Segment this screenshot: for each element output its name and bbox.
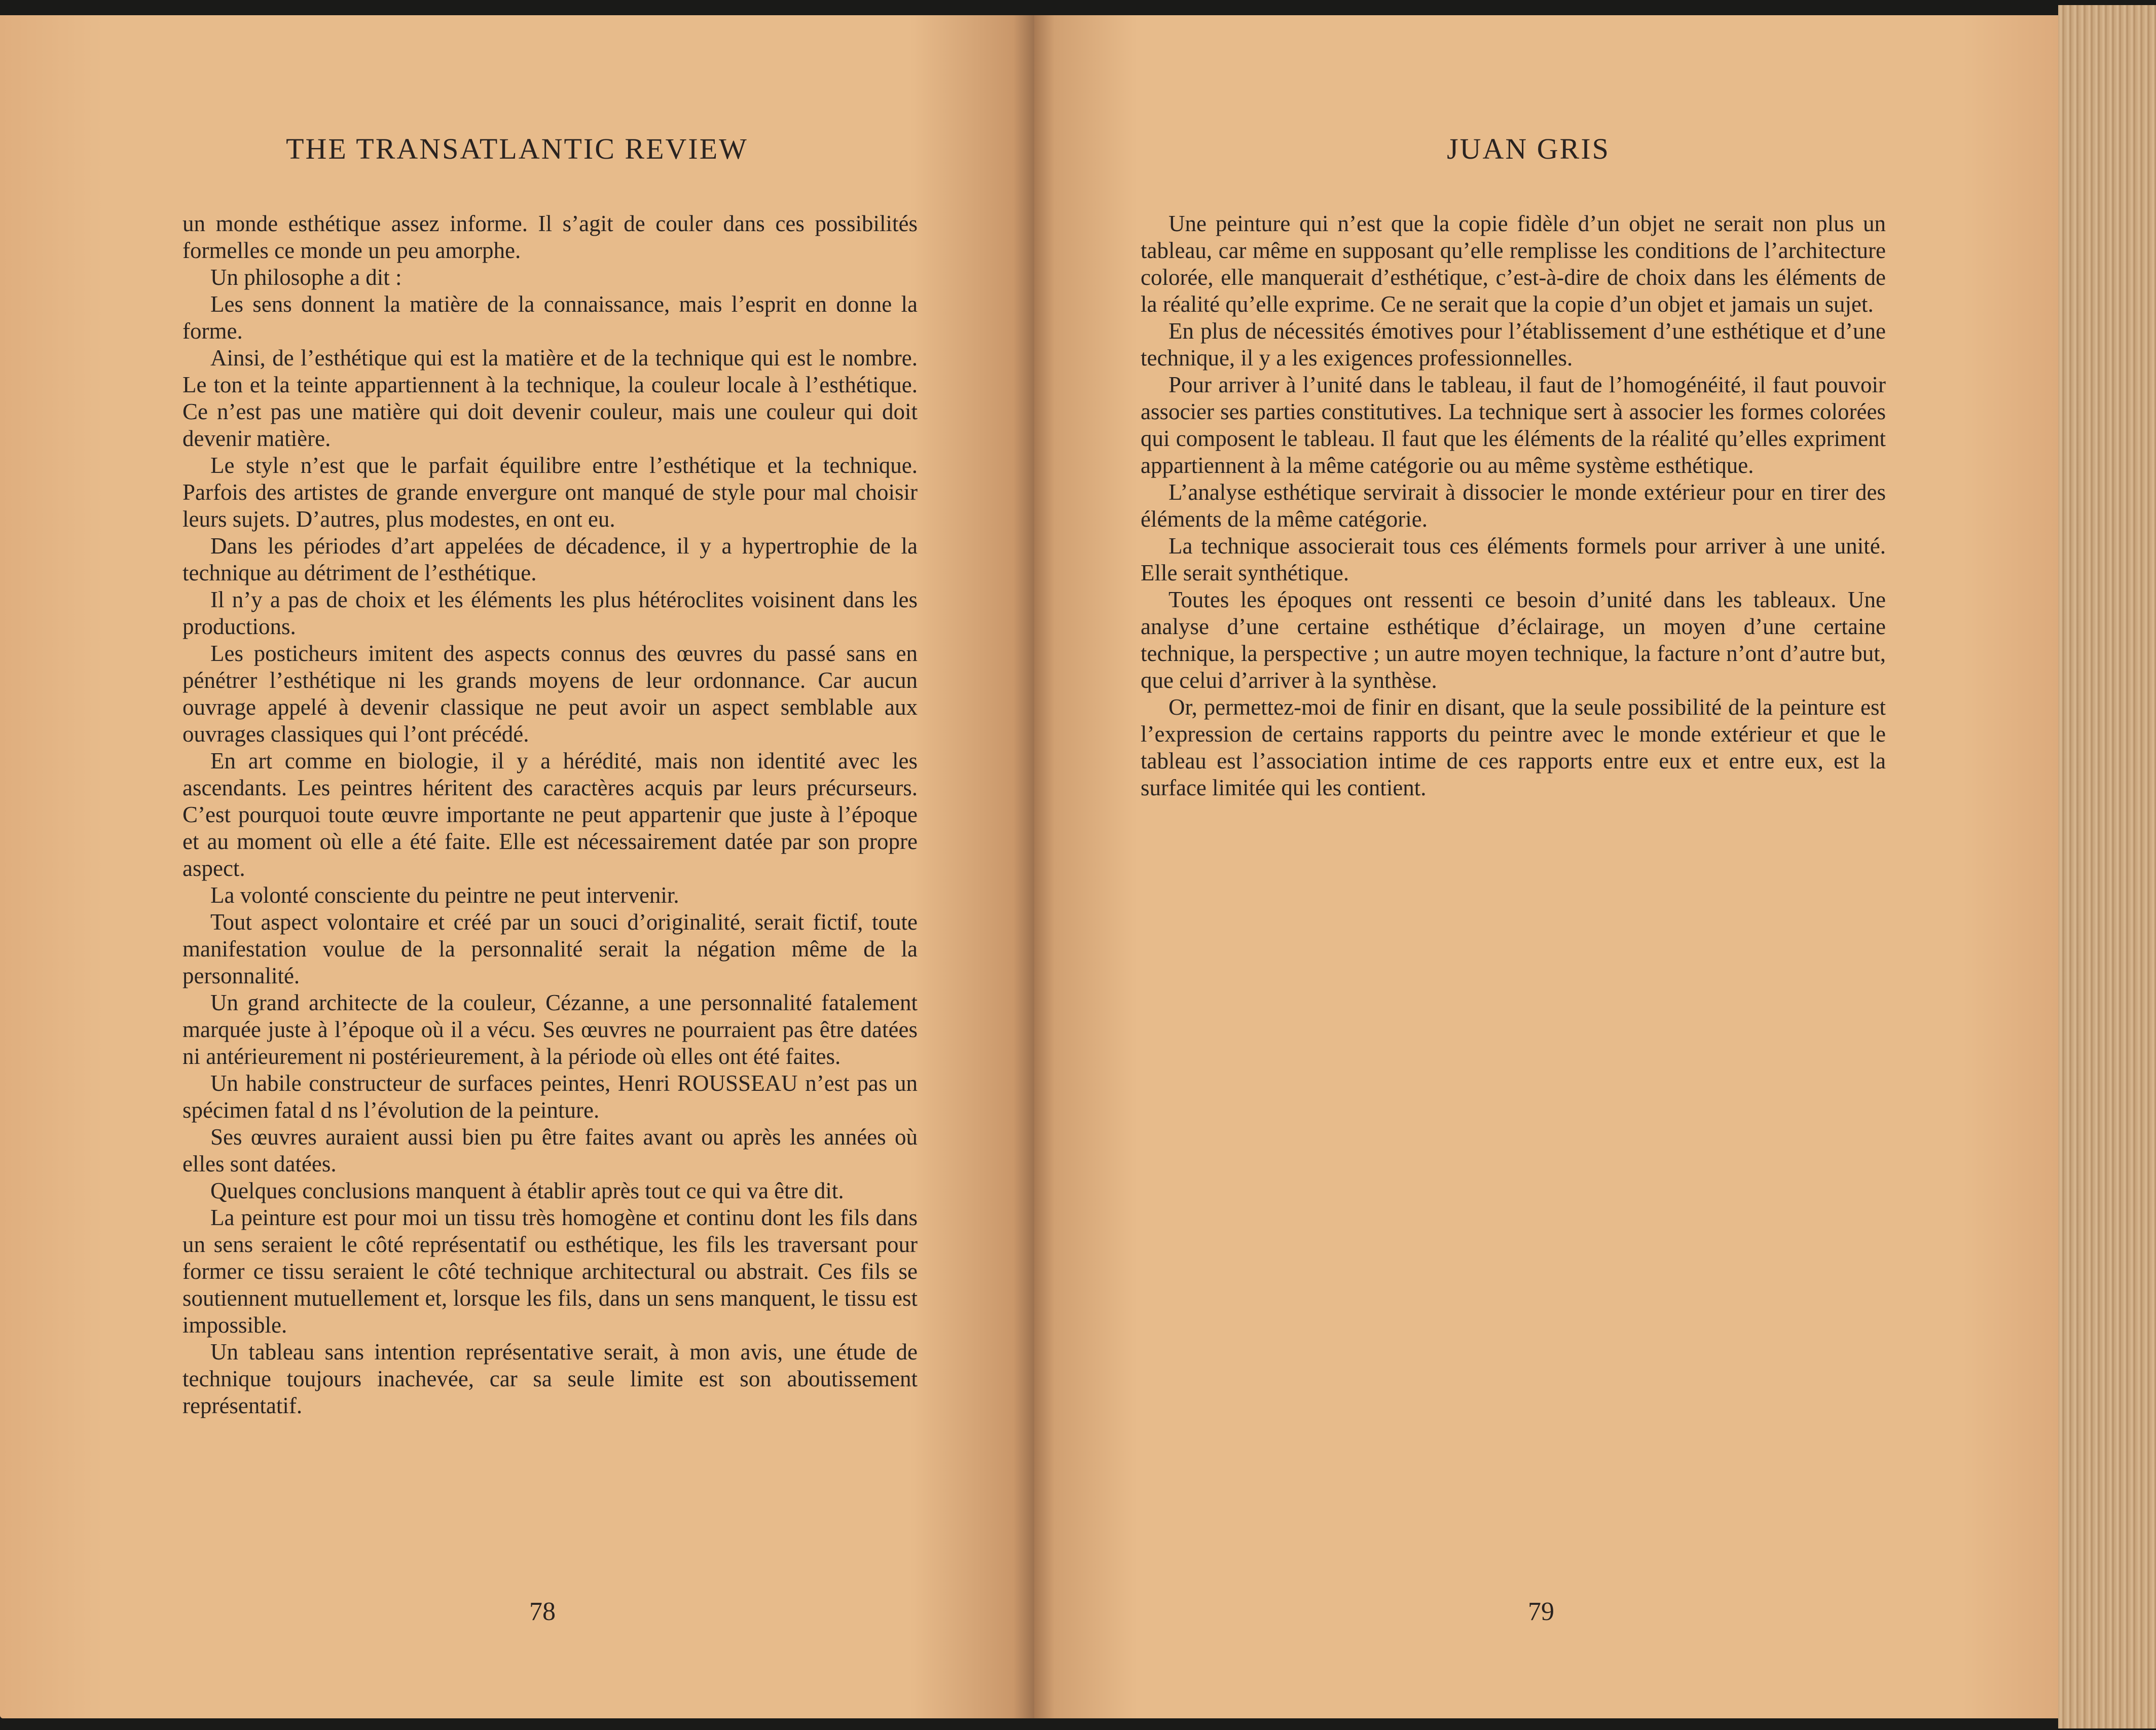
running-head: THE TRANSATLANTIC REVIEW — [286, 132, 748, 165]
paragraph: Pour arriver à l’unité dans le tableau, il faut de l’homogénéité, il faut pouvoir associer ses parties constitutives. La technique sert à associer les formes colorées qui composent le tableau. Il faut que les éléments de la réalité qu’elles expriment appartiennent à la même catégorie ou au même système esthétique. — [1141, 372, 1886, 478]
paragraph: L’analyse esthétique servirait à dissocier le monde extérieur pour en tirer des éléments de la même catégorie. — [1141, 480, 1886, 532]
paragraph: Tout aspect volontaire et créé par un souci d’originalité, serait fictif, toute manifestation voulue de la personnalité serait la négation même de la personnalité. — [182, 909, 918, 988]
paragraph: Un tableau sans intention représentative serait, à mon avis, une étude de technique toujours inachevée, car sa seule limite est son aboutissement représentatif. — [182, 1339, 918, 1418]
paragraph: Un habile constructeur de surfaces peintes, Henri ROUSSEAU n’est pas un spécimen fatal d ns l’évolution de la peinture. — [182, 1071, 918, 1123]
page-number: 78 — [529, 1597, 556, 1626]
paragraph: En plus de nécessités émotives pour l’établissement d’une esthétique et d’une technique, il y a les exigences professionnelles. — [1141, 318, 1886, 371]
right-page — [1034, 15, 2066, 1718]
left-page — [0, 15, 1034, 1718]
page-body — [182, 210, 918, 1419]
paragraph: Il n’y a pas de choix et les éléments les plus hétéroclites voisinent dans les productions. — [182, 587, 918, 639]
paragraph: Les sens donnent la matière de la connaissance, mais l’esprit en donne la forme. — [182, 291, 918, 344]
page-edges — [2058, 5, 2156, 1728]
paragraph: Les posticheurs imitent des aspects connus des œuvres du passé sans en pénétrer l’esthétique ni les grands moyens de leur ordonnance. Car aucun ouvrage appelé à devenir classique ne peut avoir un aspect semblable aux ouvrages classiques qui l’ont précédé. — [182, 641, 918, 747]
paragraph: Un philosophe a dit : — [210, 265, 402, 290]
paragraph: Quelques conclusions manquent à établir après tout ce qui va être dit. — [210, 1178, 844, 1203]
paragraph: Toutes les époques ont ressenti ce besoin d’unité dans les tableaux. Une analyse d’une certaine esthétique d’éclairage, un moyen d’une certaine technique, la perspective ; un autre moyen technique, la facture n’ont d’autre but, que celui d’arriver à la synthèse. — [1141, 587, 1886, 693]
paragraph: Or, permettez-moi de finir en disant, que la seule possibilité de la peinture est l’expression de certains rapports du peintre avec le monde extérieur et que le tableau est l’association intime de ces rapports entre eux et entre eux, est la surface limitée qui les contient. — [1141, 694, 1886, 800]
paragraph: Ses œuvres auraient aussi bien pu être faites avant ou après les années où elles sont datées. — [182, 1124, 918, 1176]
running-head: JUAN GRIS — [1447, 132, 1610, 165]
paragraph: La peinture est pour moi un tissu très homogène et continu dont les fils dans un sens seraient le côté représentatif ou esthétique, les fils les traversant pour former ce tissu seraient le côté technique architectural ou abstrait. Ces fils se soutiennent mutuellement et, lorsque les fils, dans un sens manquent, le tissu est impossible. — [182, 1205, 918, 1338]
paragraph: La volonté consciente du peintre ne peut intervenir. — [210, 882, 679, 908]
paragraph: Un grand architecte de la couleur, Cézanne, a une personnalité fatalement marquée juste à l’époque où il a vécu. Ses œuvres ne pourraient pas être datées ni antérieurement ni postérieurement, à la période où elles ont été faites. — [182, 990, 918, 1069]
paragraph: Dans les périodes d’art appelées de décadence, il y a hypertrophie de la technique au détriment de l’esthétique. — [182, 533, 918, 585]
page-body — [1141, 210, 1886, 801]
page-number: 79 — [1528, 1597, 1554, 1626]
paragraph: un monde esthétique assez informe. Il s’agit de couler dans ces possibilités formelles ce monde un peu amorphe. — [182, 211, 918, 263]
paragraph: La technique associerait tous ces éléments formels pour arriver à une unité. Elle serait synthétique. — [1141, 533, 1886, 585]
paragraph: Le style n’est que le parfait équilibre entre l’esthétique et la technique. Parfois des artistes de grande envergure ont manqué de style pour mal choisir leurs sujets. D’autres, plus modestes, en ont eu. — [182, 453, 918, 532]
paragraph: En art comme en biologie, il y a hérédité, mais non identité avec les ascendants. Les peintres héritent des caractères acquis par leurs précurseurs. C’est pourquoi toute œuvre importante ne peut appartenir que juste à l’époque et au moment où elle a été faite. Elle est nécessairement datée par son propre aspect. — [182, 748, 918, 881]
paragraph: Ainsi, de l’esthétique qui est la matière et de la technique qui est le nombre. Le ton et la teinte appartiennent à la technique, la couleur locale à l’esthétique. Ce n’est pas une matière qui doit devenir couleur, mais une couleur qui doit devenir matière. — [182, 345, 918, 451]
paragraph: Une peinture qui n’est que la copie fidèle d’un objet ne serait non plus un tableau, car même en supposant qu’elle remplisse les conditions de l’architecture colorée, elle manquerait d’esthétique, c’est-à-dire de choix dans les éléments de la réalité qu’elle exprime. Ce ne serait que la copie d’un objet et jamais un sujet. — [1141, 211, 1886, 317]
